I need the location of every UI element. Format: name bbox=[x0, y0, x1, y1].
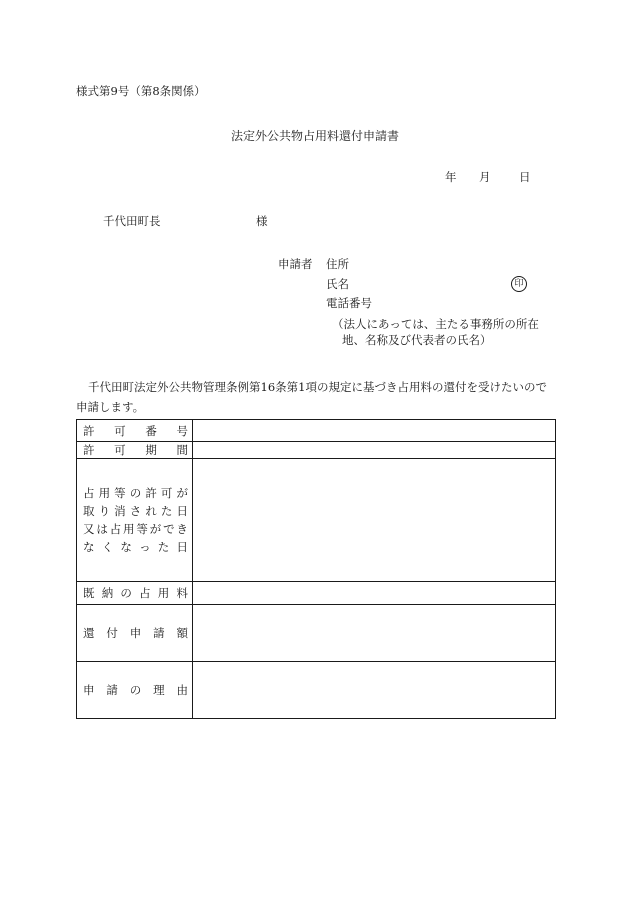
label-char: 占 bbox=[139, 586, 151, 600]
label-char: 料 bbox=[176, 586, 188, 600]
date-month-label: 月 bbox=[479, 170, 491, 184]
addressee-name: 千代田町長 bbox=[103, 214, 161, 228]
label-char: 日 bbox=[176, 540, 188, 554]
label-char: が bbox=[176, 486, 188, 500]
label-char: 占 bbox=[83, 486, 95, 500]
permit-number-label bbox=[77, 420, 193, 442]
label-line bbox=[83, 520, 188, 538]
label-char: く bbox=[101, 540, 114, 554]
label-char: の bbox=[129, 486, 142, 500]
label-char: 消 bbox=[114, 504, 126, 518]
label-char: 許 bbox=[83, 443, 95, 457]
label-char: 額 bbox=[176, 626, 188, 640]
label-char: き bbox=[176, 522, 188, 536]
label-char: の bbox=[120, 586, 132, 600]
phone-label: 電話番号 bbox=[326, 296, 372, 310]
paid-fee-field[interactable] bbox=[193, 582, 556, 605]
reason-label bbox=[77, 662, 193, 719]
label-char: 請 bbox=[106, 683, 118, 697]
label-char: 可 bbox=[114, 443, 126, 457]
label-char: 還 bbox=[83, 626, 95, 640]
label-char: 由 bbox=[176, 683, 188, 697]
permit-number-field[interactable] bbox=[193, 420, 556, 442]
corporation-note-line2: 地、名称及び代表者の氏名） bbox=[342, 333, 492, 347]
corporation-note-line1: （法人にあっては、主たる事務所の所在 bbox=[332, 317, 539, 331]
label-char: 既 bbox=[83, 586, 95, 600]
refund-amount-label bbox=[77, 605, 193, 662]
label-char: さ bbox=[129, 504, 142, 518]
label-char: れ bbox=[145, 504, 157, 518]
addressee-honorific: 様 bbox=[256, 214, 268, 228]
document-title: 法定外公共物占用料還付申請書 bbox=[230, 129, 399, 143]
label-char: な bbox=[83, 540, 95, 554]
seal-mark: 印 bbox=[511, 276, 527, 292]
label-char: た bbox=[160, 504, 173, 518]
label-char: 用 bbox=[157, 586, 170, 600]
label-char: は bbox=[96, 522, 108, 536]
table-row bbox=[77, 442, 556, 459]
label-line bbox=[83, 484, 188, 502]
applicant-label: 申請者 bbox=[278, 257, 313, 271]
date-line bbox=[445, 172, 531, 184]
label-char: 番 bbox=[145, 423, 157, 438]
table-row bbox=[77, 605, 556, 662]
date-day-label: 日 bbox=[519, 170, 531, 184]
label-char: 用 bbox=[123, 522, 135, 536]
label-char: 許 bbox=[83, 423, 95, 438]
form-number: 様式第9号（第8条関係） bbox=[76, 84, 206, 98]
label-char: っ bbox=[139, 540, 151, 554]
label-line bbox=[83, 502, 188, 520]
label-char: で bbox=[163, 522, 175, 536]
table-row bbox=[77, 582, 556, 605]
label-char: 付 bbox=[106, 626, 118, 640]
label-char: 号 bbox=[176, 423, 188, 438]
refund-amount-field[interactable] bbox=[193, 605, 556, 662]
label-line bbox=[83, 538, 188, 556]
table-row bbox=[77, 459, 556, 582]
revocation-date-field[interactable] bbox=[193, 459, 556, 582]
date-year-label: 年 bbox=[445, 170, 457, 184]
paid-fee-label bbox=[77, 582, 193, 605]
revocation-date-label bbox=[77, 459, 193, 582]
label-char: 申 bbox=[129, 626, 142, 640]
table-row bbox=[77, 662, 556, 719]
label-char: 占 bbox=[109, 522, 122, 536]
label-char: の bbox=[129, 683, 142, 697]
address-label: 住所 bbox=[326, 257, 349, 271]
label-char: 請 bbox=[153, 626, 165, 640]
label-char: 期 bbox=[145, 443, 157, 457]
application-form-table bbox=[76, 419, 556, 719]
label-char: 等 bbox=[114, 486, 126, 500]
label-char: た bbox=[157, 540, 170, 554]
label-char: な bbox=[120, 540, 132, 554]
label-char: 取 bbox=[83, 504, 95, 518]
label-char: 間 bbox=[176, 443, 188, 457]
permit-period-label bbox=[77, 442, 193, 459]
name-label: 氏名 bbox=[326, 277, 349, 291]
permit-period-field[interactable] bbox=[193, 442, 556, 459]
label-char: り bbox=[98, 504, 111, 518]
label-char: 理 bbox=[153, 683, 165, 697]
label-char: 日 bbox=[176, 504, 188, 518]
reason-field[interactable] bbox=[193, 662, 556, 719]
label-char: 可 bbox=[114, 423, 126, 438]
table-row bbox=[77, 420, 556, 442]
label-char: 許 bbox=[145, 486, 157, 500]
label-char: 申 bbox=[83, 683, 95, 697]
label-char: 又 bbox=[83, 522, 95, 536]
label-char: が bbox=[149, 522, 162, 536]
label-char: 納 bbox=[101, 586, 114, 600]
label-char: 等 bbox=[136, 522, 148, 536]
label-char: 可 bbox=[160, 486, 173, 500]
label-char: 用 bbox=[98, 486, 111, 500]
application-statement: 千代田町法定外公共物管理条例第16条第1項の規定に基づき占用料の還付を受けたいので申請します。 bbox=[76, 380, 547, 414]
